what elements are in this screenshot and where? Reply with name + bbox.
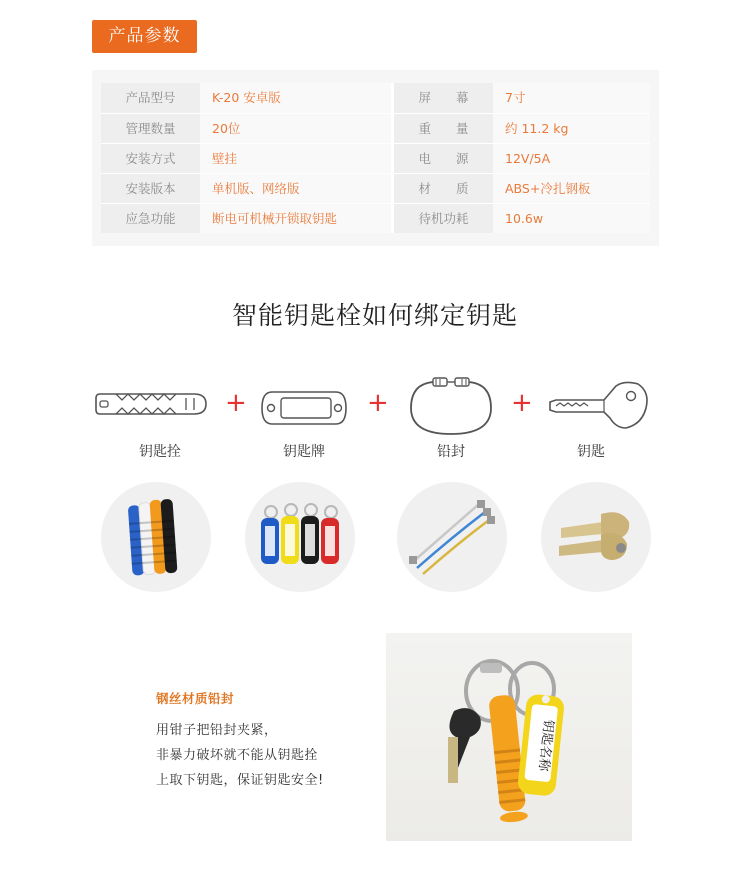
assembled-keychain-photo — [386, 633, 632, 841]
spec-label: 电 源 — [394, 144, 493, 173]
plus-sign: + — [511, 388, 533, 418]
spec-value: 断电可机械开锁取钥匙 — [200, 204, 391, 233]
part-label: 钥匙 — [577, 444, 605, 460]
key-tag-icon — [260, 386, 348, 430]
spec-value: 7寸 — [493, 83, 650, 113]
spec-row — [101, 143, 650, 173]
key-bolt-photo — [101, 482, 211, 592]
spec-value: 20位 — [200, 114, 391, 143]
plus-sign: + — [225, 388, 247, 418]
note-line: 上取下钥匙，保证钥匙安全! — [156, 773, 324, 788]
key-bolt-icon — [94, 384, 212, 424]
wire-seal-photo — [397, 482, 507, 592]
note-line: 用钳子把铅封夹紧， — [156, 723, 278, 738]
part-label: 钥匙牌 — [283, 444, 325, 460]
spec-value: 壁挂 — [200, 144, 391, 173]
spec-row — [101, 113, 650, 143]
section-heading: 智能钥匙栓如何绑定钥匙 — [231, 301, 518, 330]
spec-value: K-20 安卓版 — [200, 83, 391, 113]
spec-label: 管理数量 — [101, 114, 200, 143]
spec-table — [92, 70, 659, 246]
plus-sign: + — [367, 388, 389, 418]
photo-tag-text: 钥匙名称 — [535, 718, 556, 773]
note-line: 非暴力破坏就不能从钥匙拴 — [156, 748, 319, 763]
spec-value: 约 11.2 kg — [493, 114, 650, 143]
spec-value: 10.6w — [493, 204, 650, 233]
spec-label: 材 质 — [394, 174, 493, 203]
spec-row — [101, 203, 650, 233]
spec-label: 安装版本 — [101, 174, 200, 203]
spec-value: ABS+冷扎钢板 — [493, 174, 650, 203]
spec-label: 屏 幕 — [394, 83, 493, 113]
spec-label: 安装方式 — [101, 144, 200, 173]
wire-seal-icon — [407, 374, 495, 438]
spec-label: 待机功耗 — [394, 204, 493, 233]
key-tag-photo — [245, 482, 355, 592]
key-icon — [546, 378, 650, 434]
spec-label: 产品型号 — [101, 83, 200, 113]
part-label: 钥匙拴 — [139, 444, 181, 460]
part-label: 铅封 — [437, 444, 465, 460]
spec-value: 单机版、网络版 — [200, 174, 391, 203]
spec-label: 重 量 — [394, 114, 493, 143]
spec-value: 12V/5A — [493, 144, 650, 173]
spec-row — [101, 173, 650, 203]
spec-label: 应急功能 — [101, 204, 200, 233]
keys-photo — [541, 482, 651, 592]
section-tag: 产品参数 — [92, 20, 197, 53]
spec-row — [101, 83, 650, 113]
note-title: 钢丝材质铅封 — [156, 691, 235, 706]
